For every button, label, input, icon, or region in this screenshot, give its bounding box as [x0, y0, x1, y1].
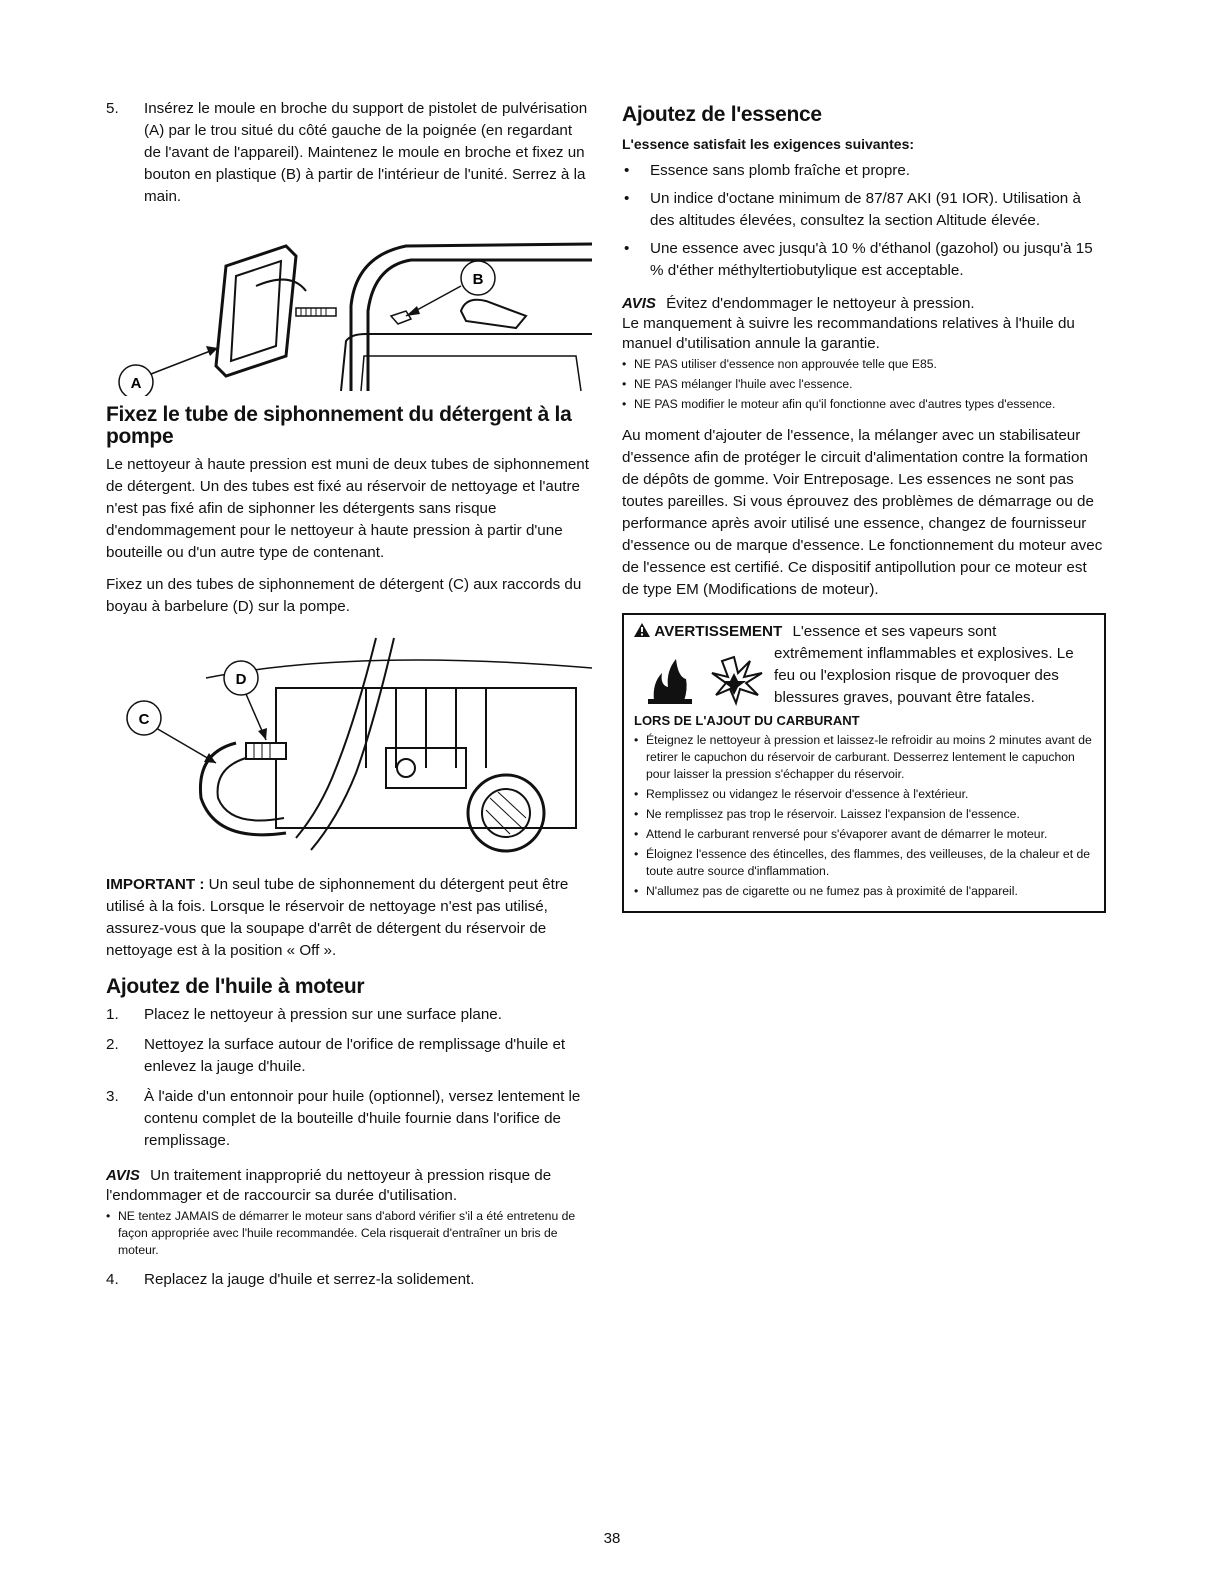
siphon-heading: Fixez le tube de siphonnement du détergent à la pompe	[106, 403, 572, 448]
spray-gun-holder-illustration	[106, 216, 592, 396]
step-number: 3.	[106, 1088, 119, 1105]
list-item: • NE tentez JAMAIS de démarrer le moteur sans d'abord vérifier s'il a été entretenu de façon appropriée avec l'huile recommandée. Cela risquerait d'entraîner un bris de moteur.	[106, 1208, 592, 1259]
fuel-requirements-list	[622, 160, 1106, 282]
warning-title: AVERTISSEMENT	[654, 623, 783, 640]
list-item: • NE PAS mélanger l'huile avec l'essence.	[622, 376, 1106, 393]
avis-line-1: Évitez d'endommager le nettoyeur à pression.	[666, 295, 975, 312]
step-5	[106, 98, 592, 208]
siphon-paragraph-2: Fixez un des tubes de siphonnement de détergent (C) aux raccords du boyau à barbelure (D) sur la pompe.	[106, 576, 582, 615]
warning-body	[634, 643, 1094, 711]
step-number: 5.	[106, 100, 119, 117]
step-text: Replacez la jauge d'huile et serrez-la solidement.	[144, 1271, 475, 1288]
step-number: 4.	[106, 1271, 119, 1288]
stabilizer-paragraph: Au moment d'ajouter de l'essence, la mélanger avec un stabilisateur d'essence afin de protéger le circuit d'alimentation contre la formation de dépôts de gomme. Voir Entreposage. Les essences ne sont pas toutes pareilles. Si vous éprouvez des problèmes de démarrage ou de performance après avoir utilisé une essence, changez de fournisseur d'essence ou de marque d'essence. Le fonctionnement du moteur avec de l'essence est certifié. Ce dispositif antipollution pour ce moteur est de type EM (Modifications de moteur).	[622, 427, 1103, 598]
callout-d: D	[235, 671, 247, 688]
warning-subheading: LORS DE L'AJOUT DU CARBURANT	[634, 713, 860, 728]
callout-a: A	[130, 375, 142, 392]
callout-b: B	[472, 271, 484, 288]
warning-triangle-icon	[634, 623, 650, 637]
list-item: • Attend le carburant renversé pour s'évaporer avant de démarrer le moteur.	[634, 826, 1094, 843]
page-number: 38	[603, 1530, 621, 1547]
left-column	[106, 98, 592, 1299]
siphon-paragraph-1: Le nettoyeur à haute pression est muni de deux tubes de siphonnement de détergent. Un des tubes est fixé au réservoir de nettoyage et l'autre n'est pas fixé afin de siphonner les détergents sans risque d'endommagement pour le nettoyeur à haute pression à partir d'une bouteille ou d'un autre type de contenant.	[106, 456, 589, 561]
pump-detergent-tube-illustration	[106, 628, 592, 866]
step-number: 2.	[106, 1036, 119, 1053]
oil-step-2	[106, 1034, 592, 1078]
list-item: • NE PAS modifier le moteur afin qu'il fonctionne avec d'autres types d'essence.	[622, 396, 1106, 413]
list-item: • Éteignez le nettoyeur à pression et laissez-le refroidir au moins 2 minutes avant de retirer le capuchon du réservoir de carburant. Desserrez lentement le capuchon pour laisser la pression s'échapper du réservoir.	[634, 732, 1094, 783]
important-paragraph	[106, 874, 592, 962]
important-label: IMPORTANT :	[106, 876, 205, 893]
list-item: • Ne remplissez pas trop le réservoir. Laissez l'expansion de l'essence.	[634, 806, 1094, 823]
important-text: Un seul tube de siphonnement du détergent peut être utilisé à la fois. Lorsque le réservoir de nettoyage n'est pas utilisé, assurez-vous que la soupape d'arrêt de détergent du réservoir de nettoyage est à la position « Off ».	[106, 876, 569, 959]
oil-step-3	[106, 1086, 592, 1152]
warning-text: extrêmement inflammables et explosives. Le feu ou l'explosion risque de provoquer des blessures graves, pouvant être fatales.	[774, 645, 1074, 706]
fuel-avis-notice	[622, 294, 1106, 314]
step-number: 1.	[106, 1006, 119, 1023]
list-item: • Éloignez l'essence des étincelles, des flammes, des veilleuses, de la chaleur et de toute autre source d'inflammation.	[634, 846, 1094, 880]
callout-c: C	[138, 711, 150, 728]
list-item: • Une essence avec jusqu'à 10 % d'éthanol (gazohol) ou jusqu'à 15 % d'éther méthyltertiobutylique est acceptable.	[622, 238, 1106, 282]
right-column	[622, 104, 1106, 913]
list-item: • N'allumez pas de cigarette ou ne fumez pas à proximité de l'appareil.	[634, 883, 1094, 900]
oil-avis-list	[106, 1208, 592, 1259]
step-text: À l'aide d'un entonnoir pour huile (optionnel), versez lentement le contenu complet de la bouteille d'huile fournie dans l'orifice de remplissage.	[144, 1088, 581, 1149]
oil-step-4	[106, 1269, 592, 1291]
fuel-heading: Ajoutez de l'essence	[622, 103, 822, 126]
avis-label: AVIS	[106, 1167, 140, 1184]
oil-avis-notice	[106, 1166, 592, 1206]
fuel-subheading: L'essence satisfait les exigences suivantes:	[622, 136, 915, 152]
avis-line-2: Le manquement à suivre les recommandations relatives à l'huile du manuel d'utilisation annule la garantie.	[622, 315, 1075, 352]
fire-explosion-icons	[634, 643, 774, 711]
avis-label: AVIS	[622, 295, 656, 312]
list-item: • Essence sans plomb fraîche et propre.	[622, 160, 1106, 182]
list-item: • NE PAS utiliser d'essence non approuvée telle que E85.	[622, 356, 1106, 373]
oil-heading: Ajoutez de l'huile à moteur	[106, 975, 365, 998]
step-text: Placez le nettoyeur à pression sur une surface plane.	[144, 1006, 502, 1023]
warning-header	[634, 621, 1094, 643]
list-item: • Un indice d'octane minimum de 87/87 AKI (91 IOR). Utilisation à des altitudes élevées, consultez la section Altitude élevée.	[622, 188, 1106, 232]
warning-box	[622, 613, 1106, 913]
explosion-icon	[712, 657, 762, 703]
oil-step-1	[106, 1004, 592, 1026]
warning-list	[634, 732, 1094, 900]
list-item: • Remplissez ou vidangez le réservoir d'essence à l'extérieur.	[634, 786, 1094, 803]
fire-icon	[648, 659, 692, 704]
warning-line-1: L'essence et ses vapeurs sont	[792, 623, 997, 640]
step-text: Insérez le moule en broche du support de pistolet de pulvérisation (A) par le trou situé du côté gauche de la poignée (en regardant de l'avant de l'appareil). Maintenez le moule en broche et fixez un bouton en plastique (B) à partir de l'intérieur de l'unité. Serrez à la main.	[144, 100, 588, 205]
avis-text: Un traitement inapproprié du nettoyeur à pression risque de l'endommager et de raccourcir sa durée d'utilisation.	[106, 1167, 552, 1204]
step-text: Nettoyez la surface autour de l'orifice de remplissage d'huile et enlevez la jauge d'huile.	[144, 1036, 566, 1075]
fuel-avis-list	[622, 356, 1106, 413]
